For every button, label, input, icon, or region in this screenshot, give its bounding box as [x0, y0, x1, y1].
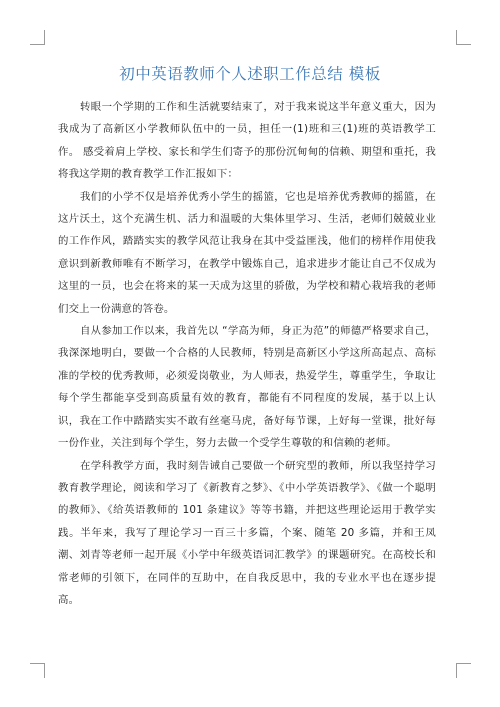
document-title: 初中英语教师个人述职工作总结 模板	[119, 65, 381, 83]
paragraph-intro: 转眼一个学期的工作和生活就要结束了，对于我来说这半年意义重大，因为我成为了高新区小学教师队伍中的一员，担任一(1)班和三(1)班的英语教学工作。 感受着肩上学校、家长和学生们寄予的那份沉甸甸的信赖、期望和重托，我将我这学期的教育教学工作汇报如下：	[58, 101, 436, 181]
crop-mark-bottom-left	[30, 663, 45, 678]
crop-mark-top-right	[456, 30, 471, 45]
paragraph-ethics: 自从参加工作以来，我首先以 “学高为师，身正为范”的师德严格要求自己，我深深地明白，要做一个合格的人民教师，特别是高新区小学这所高起点、高标准的学校的优秀教师，必须爱岗敬业，为人师表，热爱学生，尊重学生，争取让每个学生都能享受到高质量有效的教育，都能有不同程度的发展，基于以上认识，我在工作中踏踏实实不敢有丝毫马虎，备好每节课，上好每一堂课，批好每一份作业，关注到每个学生，努力去做一个受学生尊敬的和信赖的老师。	[58, 325, 436, 450]
crop-mark-bottom-right	[456, 663, 471, 678]
paragraph-school: 我们的小学不仅是培养优秀小学生的摇篮，它也是培养优秀教师的摇篮，在这片沃土，这个充满生机、活力和温暖的大集体里学习、生活，老师们兢兢业业的工作作风，踏踏实实的教学风范让我身在其中受益匪浅，他们的榜样作用使我意识到新教师唯有不断学习，在教学中锻炼自己，追求进步才能让自己不仅成为这里的一员，也会在将来的某一天成为这里的骄傲，为学校和精心栽培我的老师们交上一份满意的答卷。	[58, 190, 436, 315]
paragraph-teaching: 在学科教学方面，我时刻告诫自己要做一个研究型的教师，所以我坚持学习教育教学理论，阅读和学习了《新教育之梦》、《中小学英语教学》、《做一个聪明的教师》、《给英语教师的 101 条建议》等等书籍，并把这些理论运用于教学实践。半年来，我写了理论学习一百三十多篇，个案、随笔 20 多篇，并和王凤潮、刘青等老师一起开展《小学中年级英语词汇教学》的课题研究。在高校长和常老师的引领下，在同伴的互助中，在自我反思中，我的专业水平也在逐步提高。	[58, 459, 436, 606]
crop-mark-top-left	[30, 30, 45, 45]
document-body	[58, 96, 436, 611]
